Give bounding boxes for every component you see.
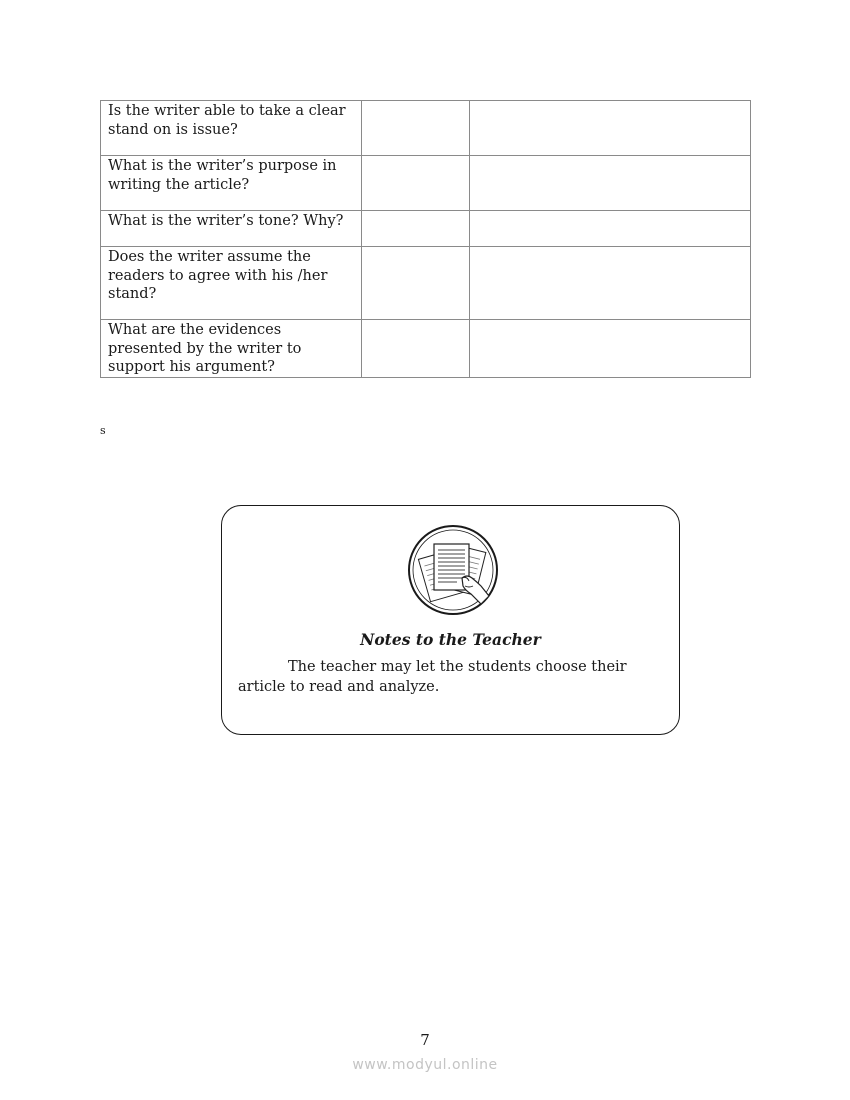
question-cell: What is the writer’s purpose in writing the article? [101, 156, 362, 211]
answer-cell [362, 320, 470, 378]
explanation-cell [470, 247, 751, 320]
notes-body: The teacher may let the students choose their article to read and analyze. [238, 659, 627, 695]
answer-cell [362, 211, 470, 247]
stray-mark: s [100, 424, 106, 437]
page-number: 7 [420, 1031, 430, 1049]
answer-cell [362, 156, 470, 211]
question-cell: Is the writer able to take a clear stand on is issue? [101, 101, 362, 156]
analysis-table [100, 100, 751, 378]
explanation-cell [470, 156, 751, 211]
table-row [101, 156, 751, 211]
question-cell: Does the writer assume the readers to agree with his /her stand? [101, 247, 362, 320]
explanation-cell [470, 211, 751, 247]
table-row [101, 101, 751, 156]
notes-box [221, 505, 680, 735]
answer-cell [362, 247, 470, 320]
watermark: www.modyul.online [352, 1057, 498, 1073]
table-row [101, 247, 751, 320]
document-hand-icon [407, 524, 499, 616]
explanation-cell [470, 101, 751, 156]
question-cell: What are the evidences presented by the writer to support his argument? [101, 320, 362, 378]
notes-title: Notes to the Teacher [360, 630, 541, 649]
answer-cell [362, 101, 470, 156]
explanation-cell [470, 320, 751, 378]
table-row [101, 211, 751, 247]
question-cell: What is the writer’s tone? Why? [101, 211, 362, 247]
table-row [101, 320, 751, 378]
